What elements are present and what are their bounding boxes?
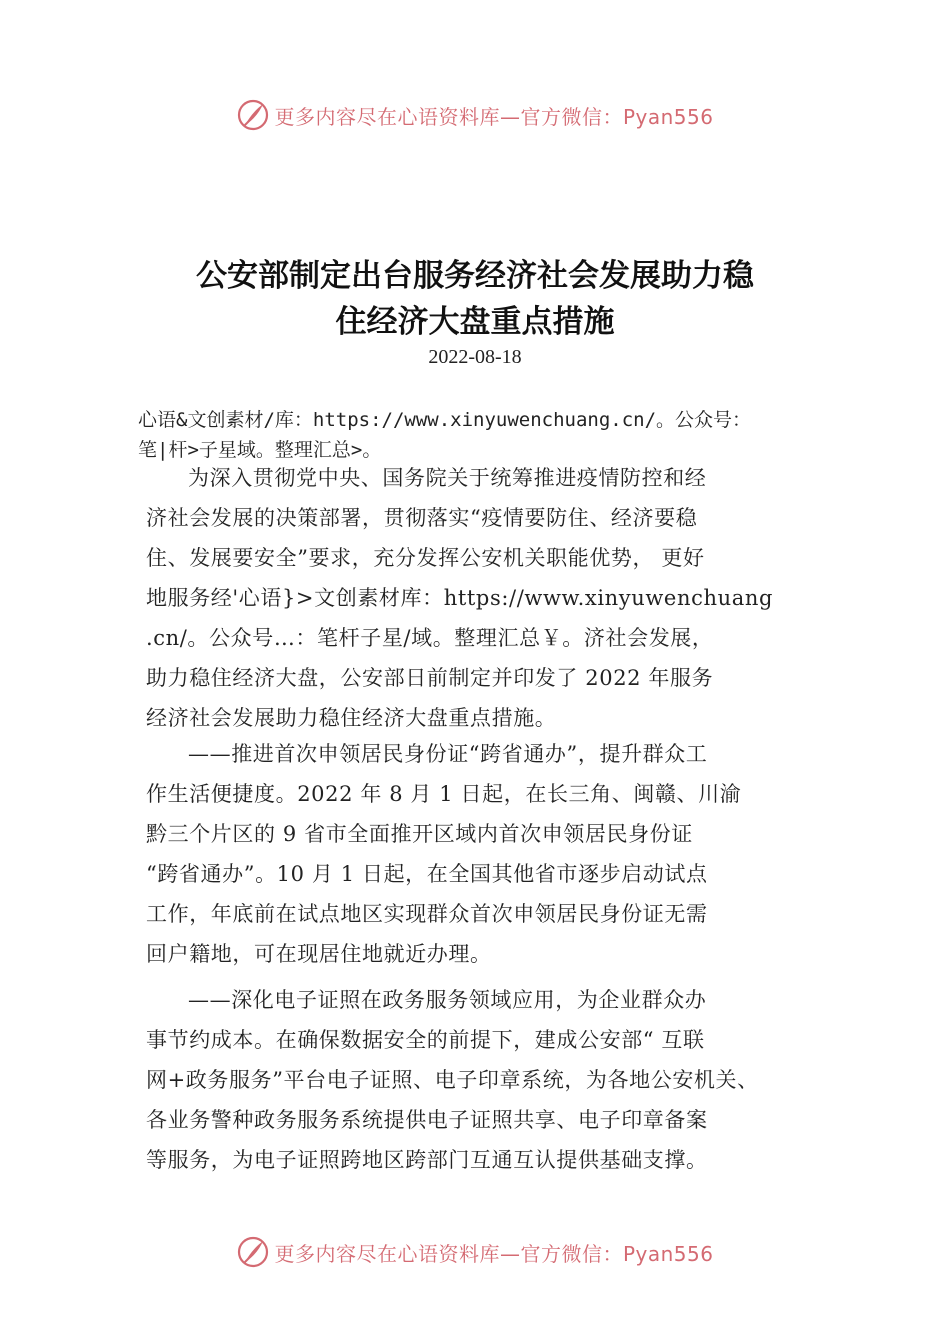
- paragraph-intro: [146, 458, 816, 738]
- paragraph-line: 作生活便捷度。2022 年 8 月 1 日起，在长三角、闽赣、川渝: [146, 782, 742, 806]
- paragraph-line: 各业务警种政务服务系统提供电子证照共享、电子印章备案: [146, 1108, 708, 1132]
- paragraph-e-license: [146, 980, 816, 1180]
- paragraph-line: .cn/。公众号…：笔杆子星/域。整理汇总￥。济社会发展，: [146, 626, 714, 650]
- publish-date: 2022-08-18: [428, 346, 522, 368]
- paragraph-line: 住、发展要安全”要求，充分发挥公安机关职能优势， 更好: [146, 546, 705, 570]
- paragraph-line: 回户籍地，可在现居住地就近办理。: [146, 942, 492, 966]
- banner-text: 更多内容尽在心语资料库—官方微信：Pyan556: [274, 1241, 714, 1266]
- paragraph-line: 济社会发展的决策部署，贯彻落实“疫情要防住、经济要稳: [146, 506, 698, 530]
- paragraph-line: 经济社会发展助力稳住经济大盘重点措施。: [146, 706, 557, 730]
- paragraph-line: 地服务经'心语}>文创素材库：https://www.xinyuwenchuang: [146, 586, 773, 610]
- paragraph-line: 为深入贯彻党中央、国务院关于统筹推进疫情防控和经: [188, 466, 707, 490]
- paragraph-line: ——推进首次申领居民身份证“跨省通办”，提升群众工: [188, 742, 708, 766]
- paragraph-line: 事节约成本。在确保数据安全的前提下，建成公安部“ 互联: [146, 1028, 705, 1052]
- footer-banner: [0, 1232, 950, 1272]
- source-line-1: 心语&文创素材/库：https://www.xinyuwenchuang.cn/。公众号：: [138, 409, 752, 431]
- paragraph-line: 工作，年底前在试点地区实现群众首次申领居民身份证无需: [146, 902, 708, 926]
- banner-text: 更多内容尽在心语资料库—官方微信：Pyan556: [274, 104, 714, 129]
- paragraph-line: 黔三个片区的 9 省市全面推开区域内首次申领居民身份证: [146, 822, 693, 846]
- paragraph-line: ——深化电子证照在政务服务领域应用，为企业群众办: [188, 988, 707, 1012]
- quill-pen-icon: [236, 98, 270, 132]
- quill-pen-icon: [236, 1235, 270, 1269]
- page-title-line-2: 住经济大盘重点措施: [335, 304, 615, 340]
- paragraph-line: “跨省通办”。10 月 1 日起，在全国其他省市逐步启动试点: [146, 862, 708, 886]
- page-title-line-1: 公安部制定出台服务经济社会发展助力稳: [196, 258, 754, 294]
- paragraph-line: 等服务，为电子证照跨地区跨部门互通互认提供基础支撑。: [146, 1148, 708, 1172]
- paragraph-line: 助力稳住经济大盘，公安部日前制定并印发了 2022 年服务: [146, 666, 714, 690]
- paragraph-line: 网+政务服务”平台电子证照、电子印章系统，为各地公安机关、: [146, 1068, 759, 1092]
- source-line-2: 笔|杆>子星域。整理汇总>。: [138, 439, 382, 461]
- header-banner: [0, 95, 950, 135]
- paragraph-id-card: [146, 734, 816, 974]
